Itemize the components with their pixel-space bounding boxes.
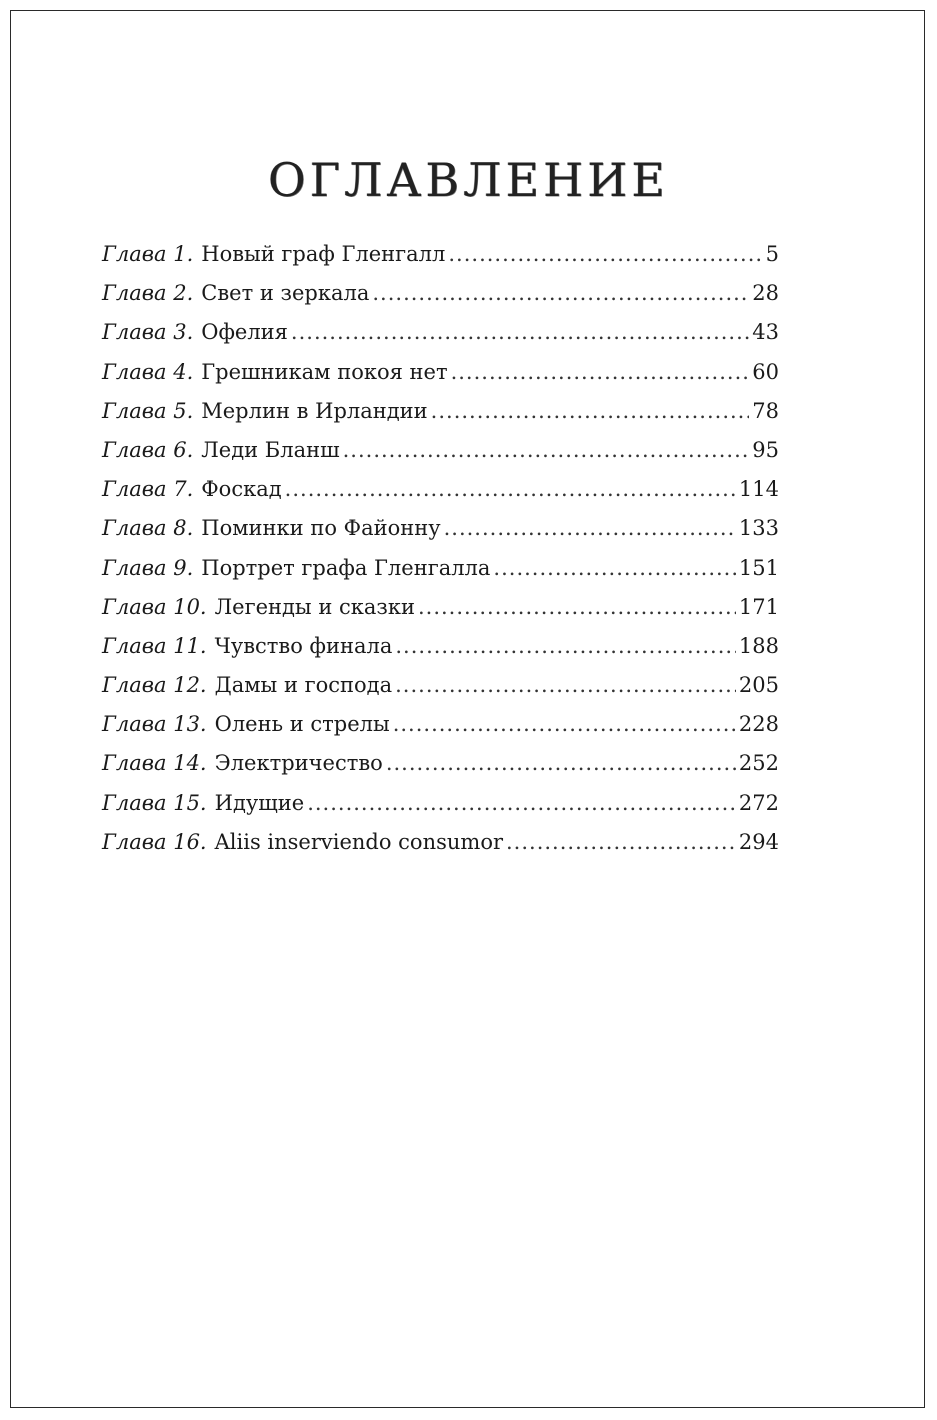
page-title: ОГЛАВЛЕНИЕ: [268, 152, 669, 207]
chapter-title: Aliis inserviendo consumor: [214, 829, 503, 854]
chapter-label: Глава 4.: [102, 359, 194, 384]
toc-entry[interactable]: [102, 235, 779, 274]
dot-leader: [444, 509, 736, 548]
toc-entry[interactable]: [102, 353, 779, 392]
chapter-label: Глава 2.: [102, 281, 194, 306]
toc-entry[interactable]: [102, 549, 779, 588]
dot-leader: [506, 823, 736, 862]
chapter-title: Грешникам покоя нет: [201, 359, 448, 384]
page-number: 188: [738, 633, 779, 658]
chapter-title: Дамы и господа: [214, 673, 393, 698]
dot-leader: [393, 705, 736, 744]
chapter-label: Глава 14.: [102, 751, 207, 776]
chapter-label: Глава 16.: [102, 829, 207, 854]
dot-leader: [343, 431, 750, 470]
table-of-contents: [102, 235, 779, 862]
toc-entry[interactable]: [102, 392, 779, 431]
page-number: 43: [752, 320, 779, 345]
chapter-title: Мерлин в Ирландии: [201, 398, 428, 423]
page-number: 114: [738, 477, 779, 502]
dot-leader: [451, 353, 750, 392]
page-number: 60: [752, 359, 779, 384]
page-number: 95: [752, 437, 779, 462]
toc-entry[interactable]: [102, 431, 779, 470]
chapter-label: Глава 15.: [102, 790, 207, 815]
dot-leader: [493, 549, 735, 588]
dot-leader: [395, 627, 736, 666]
chapter-label: Глава 12.: [102, 673, 207, 698]
dot-leader: [291, 313, 749, 352]
dot-leader: [395, 666, 736, 705]
chapter-title: Новый граф Гленгалл: [201, 242, 446, 266]
page-number: 252: [738, 751, 779, 776]
chapter-label: Глава 9.: [102, 555, 194, 580]
toc-entry[interactable]: [102, 784, 779, 823]
page-number: 5: [765, 242, 779, 266]
chapter-title: Поминки по Файонну: [201, 516, 441, 541]
chapter-label: Глава 11.: [102, 633, 207, 658]
toc-entry[interactable]: [102, 509, 779, 548]
chapter-label: Глава 13.: [102, 712, 207, 737]
chapter-title: Леди Бланш: [201, 437, 340, 462]
dot-leader: [418, 588, 736, 627]
chapter-title: Олень и стрелы: [214, 712, 390, 737]
page-number: 151: [738, 555, 779, 580]
page-number: 28: [752, 281, 779, 306]
toc-entry[interactable]: [102, 823, 779, 862]
chapter-label: Глава 6.: [102, 437, 194, 462]
chapter-label: Глава 3.: [102, 320, 194, 345]
chapter-title: Идущие: [214, 790, 305, 815]
page-number: 133: [738, 516, 779, 541]
page-number: 171: [738, 594, 779, 619]
toc-entry[interactable]: [102, 705, 779, 744]
toc-entry[interactable]: [102, 470, 779, 509]
dot-leader: [307, 784, 736, 823]
chapter-label: Глава 10.: [102, 594, 207, 619]
toc-entry[interactable]: [102, 627, 779, 666]
chapter-label: Глава 1.: [102, 242, 194, 266]
chapter-label: Глава 7.: [102, 477, 194, 502]
chapter-title: Легенды и сказки: [214, 594, 415, 619]
page-number: 205: [738, 673, 779, 698]
chapter-title: Фоскад: [201, 477, 282, 502]
chapter-label: Глава 8.: [102, 516, 194, 541]
dot-leader: [448, 235, 762, 274]
toc-entry[interactable]: [102, 666, 779, 705]
chapter-title: Электричество: [214, 751, 383, 776]
dot-leader: [372, 274, 749, 313]
toc-entry[interactable]: [102, 588, 779, 627]
chapter-label: Глава 5.: [102, 398, 194, 423]
toc-entry[interactable]: [102, 274, 779, 313]
chapter-title: Портрет графа Гленгалла: [201, 555, 491, 580]
page-number: 294: [738, 829, 779, 854]
chapter-title: Свет и зеркала: [201, 281, 370, 306]
page-number: 78: [752, 398, 779, 423]
chapter-title: Офелия: [201, 320, 288, 345]
page-number: 272: [738, 790, 779, 815]
dot-leader: [431, 392, 750, 431]
toc-entry[interactable]: [102, 744, 779, 783]
dot-leader: [285, 470, 736, 509]
toc-entry[interactable]: [102, 313, 779, 352]
chapter-title: Чувство финала: [214, 633, 393, 658]
dot-leader: [386, 744, 736, 783]
page-number: 228: [738, 712, 779, 737]
